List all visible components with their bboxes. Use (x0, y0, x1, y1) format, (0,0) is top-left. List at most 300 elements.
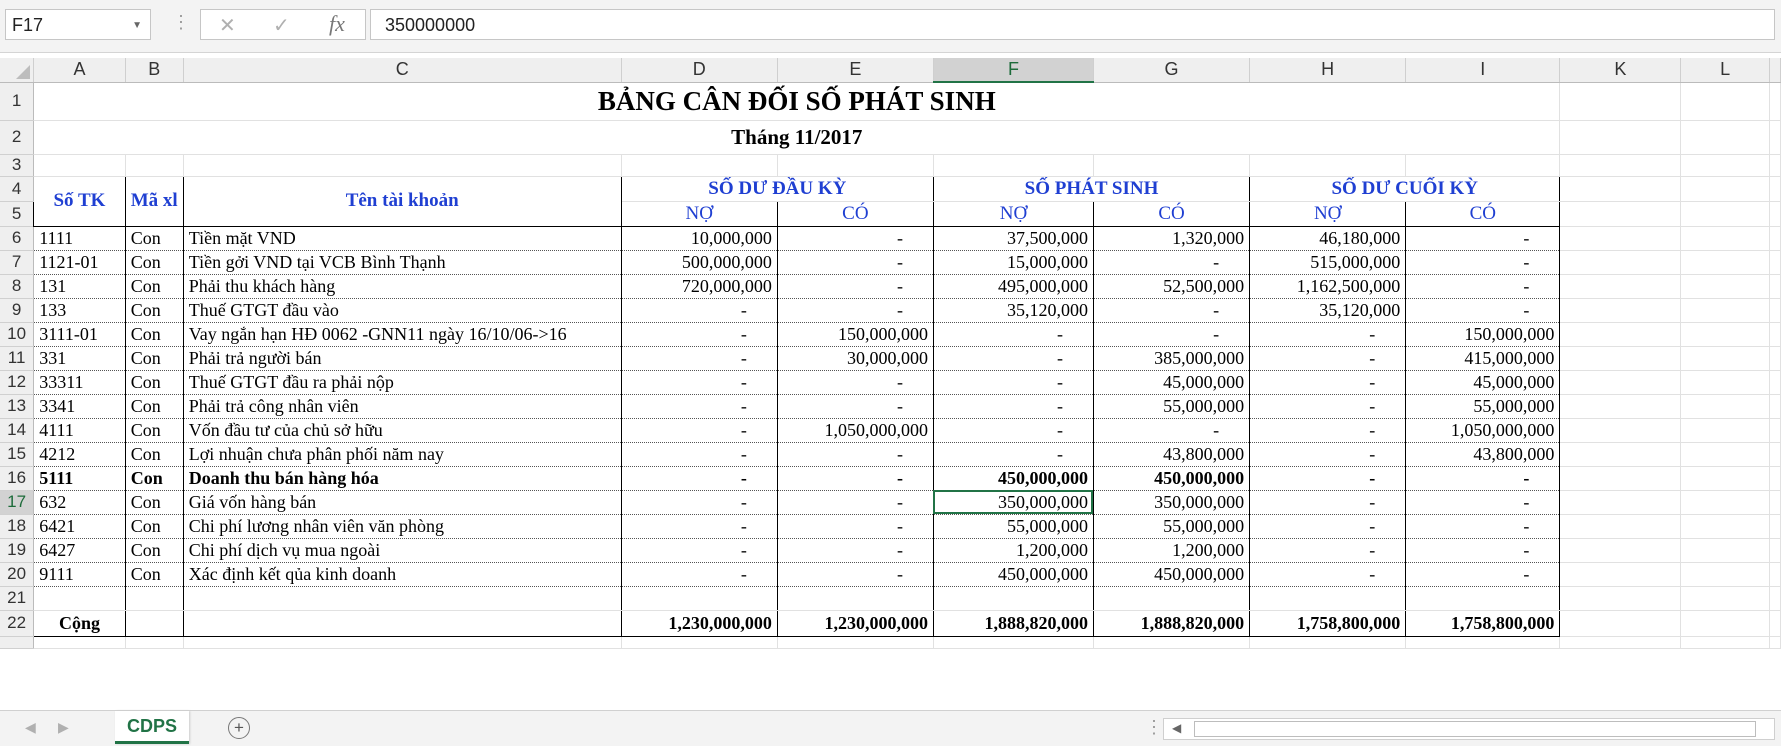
cell[interactable] (125, 636, 183, 648)
cell[interactable] (34, 636, 126, 648)
amount-cell-i[interactable]: - (1406, 490, 1560, 514)
cell[interactable] (1560, 586, 1681, 610)
amount-cell-i[interactable]: - (1406, 466, 1560, 490)
account-name-cell[interactable]: Tiền gởi VND tại VCB Bình Thạnh (183, 250, 621, 274)
column-header-i[interactable]: I (1406, 58, 1560, 82)
account-number-cell[interactable]: 3341 (34, 394, 126, 418)
total-label[interactable]: Cộng (34, 610, 126, 636)
amount-cell-g[interactable]: 385,000,000 (1093, 346, 1249, 370)
amount-cell-e[interactable]: - (777, 562, 933, 586)
account-name-cell[interactable]: Phải trả người bán (183, 346, 621, 370)
amount-cell-d[interactable]: - (621, 418, 777, 442)
amount-cell-h[interactable]: - (1250, 514, 1406, 538)
account-name-cell[interactable]: Vay ngắn hạn HĐ 0062 -GNN11 ngày 16/10/06->16 (183, 322, 621, 346)
amount-cell-h[interactable]: - (1250, 418, 1406, 442)
amount-cell-f[interactable]: 350,000,000 (933, 490, 1093, 514)
cell[interactable] (933, 636, 1093, 648)
total-amount-h[interactable]: 1,758,800,000 (1250, 610, 1406, 636)
cell[interactable] (1560, 442, 1681, 466)
cancel-icon[interactable]: ✕ (219, 13, 236, 37)
column-header-g[interactable]: G (1093, 58, 1249, 82)
row-header[interactable]: 22 (0, 610, 34, 636)
cell[interactable] (1093, 154, 1249, 176)
cell[interactable] (1681, 636, 1770, 648)
amount-cell-h[interactable]: 46,180,000 (1250, 226, 1406, 250)
account-name-cell[interactable]: Xác định kết qủa kinh doanh (183, 562, 621, 586)
amount-cell-h[interactable]: - (1250, 562, 1406, 586)
row-header[interactable]: 6 (0, 226, 34, 250)
amount-cell-f[interactable]: - (933, 394, 1093, 418)
amount-cell-i[interactable]: - (1406, 538, 1560, 562)
cell[interactable] (34, 154, 126, 176)
row-header[interactable]: 2 (0, 120, 34, 154)
amount-cell-g[interactable]: 43,800,000 (1093, 442, 1249, 466)
amount-cell-d[interactable]: 10,000,000 (621, 226, 777, 250)
cell[interactable] (1681, 201, 1770, 226)
formula-input[interactable]: 350000000 (370, 9, 1775, 40)
amount-cell-e[interactable]: 30,000,000 (777, 346, 933, 370)
amount-cell-i[interactable]: 43,800,000 (1406, 442, 1560, 466)
column-header-b[interactable]: B (125, 58, 183, 82)
type-cell[interactable]: Con (125, 562, 183, 586)
header-cuoi-ky[interactable]: SỐ DƯ CUỐI KỲ (1250, 176, 1560, 201)
amount-cell-g[interactable]: 55,000,000 (1093, 514, 1249, 538)
row-header[interactable]: 15 (0, 442, 34, 466)
cell[interactable] (1093, 586, 1249, 610)
cell[interactable] (1681, 274, 1770, 298)
account-number-cell[interactable]: 632 (34, 490, 126, 514)
enter-icon[interactable]: ✓ (273, 13, 290, 37)
chevron-down-icon[interactable]: ▼ (132, 20, 142, 31)
cell[interactable] (1681, 154, 1770, 176)
account-number-cell[interactable]: 1111 (34, 226, 126, 250)
header-ten-tk[interactable]: Tên tài khoản (183, 176, 621, 226)
account-name-cell[interactable]: Doanh thu bán hàng hóa (183, 466, 621, 490)
cell[interactable] (1560, 490, 1681, 514)
cell (1769, 636, 1780, 648)
amount-cell-g[interactable]: 55,000,000 (1093, 394, 1249, 418)
amount-cell-e[interactable]: - (777, 442, 933, 466)
sheet-tab-cdps[interactable]: CDPS (115, 711, 189, 744)
cell[interactable] (1560, 346, 1681, 370)
amount-cell-f[interactable]: 15,000,000 (933, 250, 1093, 274)
amount-cell-d[interactable]: - (621, 466, 777, 490)
row-header[interactable]: 7 (0, 250, 34, 274)
amount-cell-e[interactable]: - (777, 226, 933, 250)
amount-cell-i[interactable]: 1,050,000,000 (1406, 418, 1560, 442)
cell[interactable] (34, 586, 126, 610)
type-cell[interactable]: Con (125, 490, 183, 514)
amount-cell-g[interactable]: - (1093, 250, 1249, 274)
amount-cell-f[interactable]: 37,500,000 (933, 226, 1093, 250)
amount-cell-f[interactable]: 1,200,000 (933, 538, 1093, 562)
amount-cell-g[interactable]: - (1093, 418, 1249, 442)
amount-cell-i[interactable]: - (1406, 514, 1560, 538)
amount-cell-g[interactable]: - (1093, 298, 1249, 322)
cell[interactable] (1681, 442, 1770, 466)
row-header[interactable]: 16 (0, 466, 34, 490)
amount-cell-f[interactable]: 35,120,000 (933, 298, 1093, 322)
row-header[interactable]: 11 (0, 346, 34, 370)
account-number-cell[interactable]: 331 (34, 346, 126, 370)
account-number-cell[interactable]: 1121-01 (34, 250, 126, 274)
row-header[interactable]: 20 (0, 562, 34, 586)
amount-cell-g[interactable]: 350,000,000 (1093, 490, 1249, 514)
account-number-cell[interactable]: 4111 (34, 418, 126, 442)
cell[interactable] (1560, 418, 1681, 442)
cell[interactable] (1681, 176, 1770, 201)
row-header[interactable]: 21 (0, 586, 34, 610)
header-dau-ky[interactable]: SỐ DƯ ĐẦU KỲ (621, 176, 933, 201)
account-name-cell[interactable]: Thuế GTGT đầu vào (183, 298, 621, 322)
cell[interactable] (1681, 370, 1770, 394)
amount-cell-i[interactable]: 45,000,000 (1406, 370, 1560, 394)
amount-cell-f[interactable]: - (933, 418, 1093, 442)
cell[interactable] (1681, 418, 1770, 442)
more-options-icon[interactable]: ⋮ (172, 12, 190, 32)
account-number-cell[interactable]: 5111 (34, 466, 126, 490)
amount-cell-h[interactable]: - (1250, 370, 1406, 394)
cell (1769, 586, 1780, 610)
amount-cell-e[interactable]: - (777, 298, 933, 322)
amount-cell-d[interactable]: - (621, 298, 777, 322)
account-name-cell[interactable]: Phải thu khách hàng (183, 274, 621, 298)
cell[interactable] (1560, 120, 1681, 154)
cell[interactable] (1406, 586, 1560, 610)
amount-cell-d[interactable]: - (621, 346, 777, 370)
row-header[interactable]: 1 (0, 82, 34, 120)
column-header-f[interactable]: F (933, 58, 1093, 82)
amount-cell-i[interactable]: 150,000,000 (1406, 322, 1560, 346)
amount-cell-h[interactable]: - (1250, 394, 1406, 418)
amount-cell-e[interactable]: - (777, 394, 933, 418)
amount-cell-h[interactable]: 35,120,000 (1250, 298, 1406, 322)
total-amount-d[interactable]: 1,230,000,000 (621, 610, 777, 636)
type-cell[interactable]: Con (125, 394, 183, 418)
cell[interactable] (1681, 322, 1770, 346)
account-number-cell[interactable]: 9111 (34, 562, 126, 586)
amount-cell-e[interactable]: 1,050,000,000 (777, 418, 933, 442)
amount-cell-f[interactable]: 450,000,000 (933, 562, 1093, 586)
cell (1769, 442, 1780, 466)
amount-cell-i[interactable]: - (1406, 274, 1560, 298)
account-name-cell[interactable]: Chi phí lương nhân viên văn phòng (183, 514, 621, 538)
header-co[interactable]: CÓ (1406, 201, 1560, 226)
amount-cell-d[interactable]: 500,000,000 (621, 250, 777, 274)
account-name-cell[interactable]: Tiền mặt VND (183, 226, 621, 250)
cell[interactable] (1406, 636, 1560, 648)
row-header[interactable] (0, 636, 34, 648)
type-cell[interactable]: Con (125, 274, 183, 298)
account-name-cell[interactable]: Phải trả công nhân viên (183, 394, 621, 418)
header-phat-sinh[interactable]: SỐ PHÁT SINH (933, 176, 1249, 201)
cell (1769, 120, 1780, 154)
header-no[interactable]: NỢ (1250, 201, 1406, 226)
account-number-cell[interactable]: 4212 (34, 442, 126, 466)
amount-cell-e[interactable]: - (777, 274, 933, 298)
row-header[interactable]: 9 (0, 298, 34, 322)
amount-cell-d[interactable]: - (621, 490, 777, 514)
cell (1769, 154, 1780, 176)
amount-cell-h[interactable]: - (1250, 538, 1406, 562)
column-header-pad (1769, 58, 1780, 82)
amount-cell-i[interactable]: 415,000,000 (1406, 346, 1560, 370)
scrollbar-thumb[interactable] (1194, 721, 1756, 737)
amount-cell-d[interactable]: - (621, 538, 777, 562)
cell[interactable] (183, 586, 621, 610)
account-number-cell[interactable]: 133 (34, 298, 126, 322)
cell[interactable] (1250, 154, 1406, 176)
row-header[interactable]: 5 (0, 201, 34, 226)
amount-cell-d[interactable]: - (621, 514, 777, 538)
type-cell[interactable]: Con (125, 346, 183, 370)
amount-cell-i[interactable]: - (1406, 298, 1560, 322)
account-number-cell[interactable]: 131 (34, 274, 126, 298)
scroll-left-icon[interactable]: ◀ (1172, 721, 1182, 735)
cell[interactable] (777, 586, 933, 610)
cell[interactable] (621, 586, 777, 610)
row-header[interactable]: 13 (0, 394, 34, 418)
cell[interactable] (1681, 490, 1770, 514)
amount-cell-h[interactable]: 515,000,000 (1250, 250, 1406, 274)
amount-cell-f[interactable]: - (933, 370, 1093, 394)
header-no[interactable]: NỢ (621, 201, 777, 226)
cell[interactable] (1560, 154, 1681, 176)
cell[interactable] (125, 610, 183, 636)
cell[interactable] (1681, 562, 1770, 586)
cell[interactable] (1681, 120, 1770, 154)
amount-cell-f[interactable]: - (933, 442, 1093, 466)
row-header[interactable]: 19 (0, 538, 34, 562)
sheet-tabs-bar (0, 710, 1781, 746)
row-header[interactable]: 18 (0, 514, 34, 538)
cell[interactable] (125, 586, 183, 610)
amount-cell-g[interactable]: 1,320,000 (1093, 226, 1249, 250)
cell[interactable] (621, 154, 777, 176)
amount-cell-f[interactable]: 495,000,000 (933, 274, 1093, 298)
cell[interactable] (183, 154, 621, 176)
amount-cell-g[interactable]: 1,200,000 (1093, 538, 1249, 562)
amount-cell-e[interactable]: - (777, 514, 933, 538)
column-header-k[interactable]: K (1560, 58, 1681, 82)
cell[interactable] (1093, 636, 1249, 648)
cell[interactable] (1560, 636, 1681, 648)
cell (1769, 490, 1780, 514)
amount-cell-h[interactable]: - (1250, 490, 1406, 514)
cell[interactable] (1681, 466, 1770, 490)
cell[interactable] (1560, 274, 1681, 298)
cell[interactable] (777, 154, 933, 176)
spreadsheet-grid[interactable] (0, 58, 1781, 708)
sheet-subtitle[interactable]: Tháng 11/2017 (34, 120, 1560, 154)
cell[interactable] (1681, 82, 1770, 120)
header-ma-xl[interactable]: Mã xl (125, 176, 183, 226)
row-header[interactable]: 14 (0, 418, 34, 442)
type-cell[interactable]: Con (125, 226, 183, 250)
cell[interactable] (1560, 370, 1681, 394)
column-header-a[interactable]: A (34, 58, 126, 82)
amount-cell-i[interactable]: - (1406, 226, 1560, 250)
column-header-c[interactable]: C (183, 58, 621, 82)
column-header-l[interactable]: L (1681, 58, 1770, 82)
formula-buttons (200, 9, 366, 40)
amount-cell-f[interactable]: 55,000,000 (933, 514, 1093, 538)
cell[interactable] (1560, 298, 1681, 322)
total-amount-g[interactable]: 1,888,820,000 (1093, 610, 1249, 636)
add-sheet-button[interactable]: + (228, 717, 250, 739)
row-header[interactable]: 17 (0, 490, 34, 514)
type-cell[interactable]: Con (125, 370, 183, 394)
cell[interactable] (621, 636, 777, 648)
amount-cell-f[interactable]: 450,000,000 (933, 466, 1093, 490)
amount-cell-i[interactable]: - (1406, 562, 1560, 586)
amount-cell-d[interactable]: 720,000,000 (621, 274, 777, 298)
type-cell[interactable]: Con (125, 250, 183, 274)
header-co[interactable]: CÓ (1093, 201, 1249, 226)
cell[interactable] (1681, 538, 1770, 562)
account-name-cell[interactable]: Chi phí dịch vụ mua ngoài (183, 538, 621, 562)
amount-cell-h[interactable]: - (1250, 322, 1406, 346)
amount-cell-e[interactable]: - (777, 490, 933, 514)
total-amount-e[interactable]: 1,230,000,000 (777, 610, 933, 636)
amount-cell-h[interactable]: - (1250, 442, 1406, 466)
cell[interactable] (1681, 514, 1770, 538)
amount-cell-d[interactable]: - (621, 322, 777, 346)
header-so-tk[interactable]: Số TK (34, 176, 126, 226)
horizontal-scrollbar[interactable] (1163, 718, 1775, 740)
column-header-d[interactable]: D (621, 58, 777, 82)
row-header[interactable]: 4 (0, 176, 34, 201)
cell[interactable] (1681, 250, 1770, 274)
name-box[interactable] (5, 9, 151, 40)
cell[interactable] (1250, 636, 1406, 648)
account-name-cell[interactable]: Vốn đầu tư của chủ sở hữu (183, 418, 621, 442)
cell (1769, 298, 1780, 322)
amount-cell-e[interactable]: - (777, 370, 933, 394)
total-amount-f[interactable]: 1,888,820,000 (933, 610, 1093, 636)
cell[interactable] (1681, 298, 1770, 322)
cell[interactable] (1560, 82, 1681, 120)
account-number-cell[interactable]: 33311 (34, 370, 126, 394)
cell[interactable] (1560, 466, 1681, 490)
cell[interactable] (1560, 322, 1681, 346)
cell[interactable] (1560, 226, 1681, 250)
amount-cell-d[interactable]: - (621, 394, 777, 418)
total-amount-i[interactable]: 1,758,800,000 (1406, 610, 1560, 636)
amount-cell-d[interactable]: - (621, 442, 777, 466)
cell[interactable] (1560, 201, 1681, 226)
cell[interactable] (183, 636, 621, 648)
cell[interactable] (933, 154, 1093, 176)
amount-cell-i[interactable]: - (1406, 250, 1560, 274)
amount-cell-f[interactable]: - (933, 346, 1093, 370)
cell[interactable] (1560, 514, 1681, 538)
amount-cell-e[interactable]: - (777, 538, 933, 562)
cell (1769, 466, 1780, 490)
select-all-corner[interactable] (0, 58, 34, 82)
cell[interactable] (125, 154, 183, 176)
prev-sheet-icon[interactable]: ◀ (25, 719, 36, 735)
cell (1769, 346, 1780, 370)
cell[interactable] (1560, 250, 1681, 274)
cell[interactable] (1681, 346, 1770, 370)
amount-cell-d[interactable]: - (621, 370, 777, 394)
amount-cell-g[interactable]: 52,500,000 (1093, 274, 1249, 298)
type-cell[interactable]: Con (125, 538, 183, 562)
account-name-cell[interactable]: Thuế GTGT đầu ra phải nộp (183, 370, 621, 394)
next-sheet-icon[interactable]: ▶ (58, 719, 69, 735)
amount-cell-h[interactable]: - (1250, 466, 1406, 490)
amount-cell-e[interactable]: - (777, 466, 933, 490)
cell[interactable] (1681, 394, 1770, 418)
header-no[interactable]: NỢ (933, 201, 1093, 226)
cell[interactable] (1681, 226, 1770, 250)
amount-cell-g[interactable]: 450,000,000 (1093, 562, 1249, 586)
insert-function-icon[interactable]: fx (329, 11, 345, 36)
amount-cell-f[interactable]: - (933, 322, 1093, 346)
account-name-cell[interactable]: Lợi nhuận chưa phân phối năm nay (183, 442, 621, 466)
cell (1769, 250, 1780, 274)
row-header[interactable]: 8 (0, 274, 34, 298)
account-name-cell[interactable]: Giá vốn hàng bán (183, 490, 621, 514)
cell[interactable] (1560, 610, 1681, 636)
account-number-cell[interactable]: 3111-01 (34, 322, 126, 346)
amount-cell-i[interactable]: 55,000,000 (1406, 394, 1560, 418)
row-header[interactable]: 12 (0, 370, 34, 394)
cell[interactable] (183, 610, 621, 636)
header-co[interactable]: CÓ (777, 201, 933, 226)
type-cell[interactable]: Con (125, 442, 183, 466)
type-cell[interactable]: Con (125, 466, 183, 490)
type-cell[interactable]: Con (125, 298, 183, 322)
cell[interactable] (1681, 586, 1770, 610)
amount-cell-d[interactable]: - (621, 562, 777, 586)
cell (1769, 322, 1780, 346)
type-cell[interactable]: Con (125, 418, 183, 442)
amount-cell-h[interactable]: 1,162,500,000 (1250, 274, 1406, 298)
cell[interactable] (1250, 586, 1406, 610)
account-number-cell[interactable]: 6427 (34, 538, 126, 562)
cell (1769, 562, 1780, 586)
cell[interactable] (1560, 562, 1681, 586)
cell[interactable] (1560, 176, 1681, 201)
row-header[interactable]: 10 (0, 322, 34, 346)
amount-cell-g[interactable]: - (1093, 322, 1249, 346)
cell (1769, 610, 1780, 636)
row-header[interactable]: 3 (0, 154, 34, 176)
cell[interactable] (1406, 154, 1560, 176)
cell (1769, 226, 1780, 250)
type-cell[interactable]: Con (125, 322, 183, 346)
amount-cell-e[interactable]: - (777, 250, 933, 274)
account-number-cell[interactable]: 6421 (34, 514, 126, 538)
amount-cell-h[interactable]: - (1250, 346, 1406, 370)
cell[interactable] (1560, 538, 1681, 562)
cell[interactable] (1560, 394, 1681, 418)
sheet-title[interactable]: BẢNG CÂN ĐỐI SỐ PHÁT SINH (34, 82, 1560, 120)
column-header-e[interactable]: E (777, 58, 933, 82)
amount-cell-g[interactable]: 45,000,000 (1093, 370, 1249, 394)
cell[interactable] (1681, 610, 1770, 636)
type-cell[interactable]: Con (125, 514, 183, 538)
tab-split-handle[interactable]: ⋮ (1145, 717, 1163, 737)
cell (1769, 82, 1780, 120)
amount-cell-g[interactable]: 450,000,000 (1093, 466, 1249, 490)
amount-cell-e[interactable]: 150,000,000 (777, 322, 933, 346)
cell[interactable] (777, 636, 933, 648)
cell[interactable] (933, 586, 1093, 610)
column-header-h[interactable]: H (1250, 58, 1406, 82)
